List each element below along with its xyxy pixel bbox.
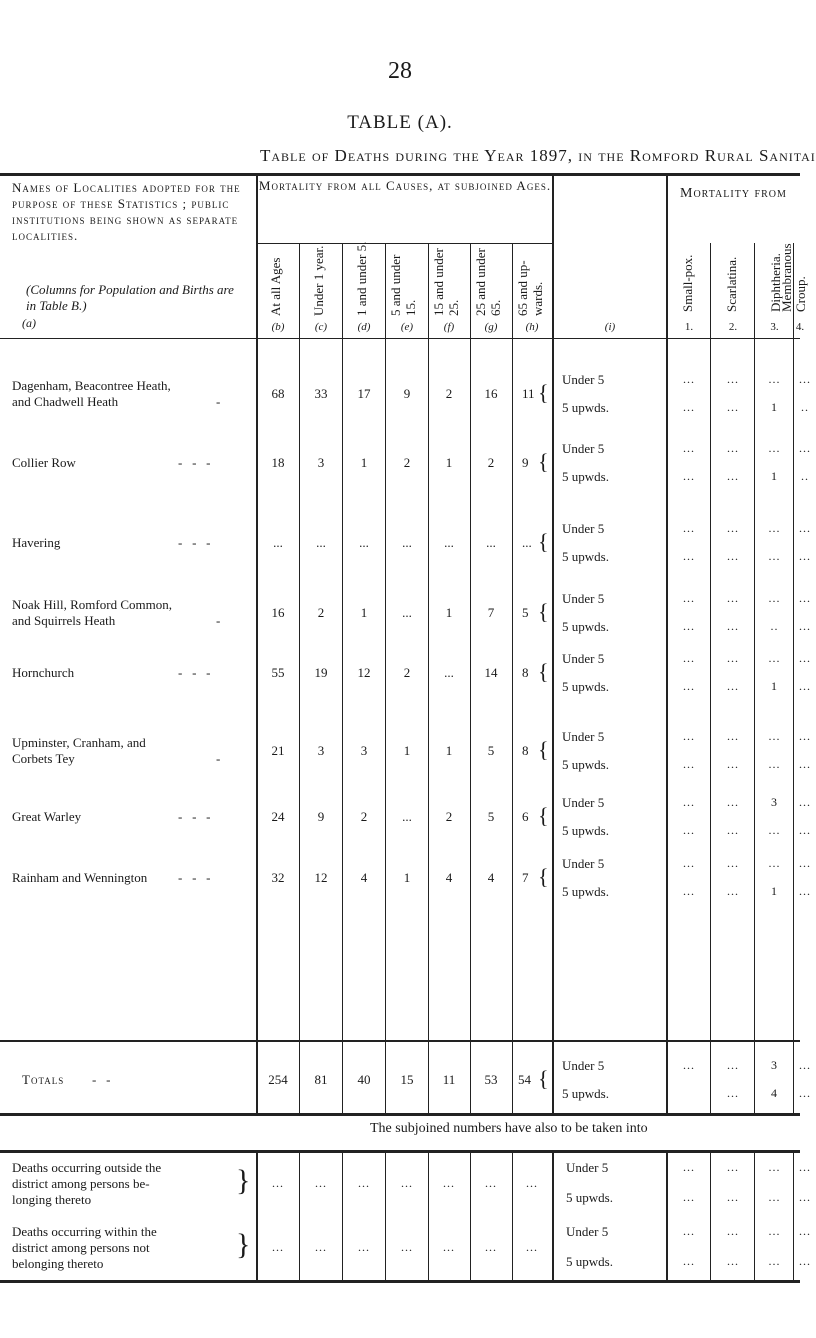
disease-cell-under5: ...: [727, 729, 739, 743]
disease-cell-under5: ...: [727, 856, 739, 870]
age-cell-65up: 8: [522, 743, 529, 758]
up5-label: 5 upwds.: [562, 549, 609, 564]
age-cell: 17: [357, 386, 371, 401]
extra-age-cell: ...: [358, 1176, 370, 1190]
age-cell: 2: [445, 386, 453, 401]
disease-col-header-3: Diphtheria.: [768, 253, 783, 312]
extra-row-name: Deaths occurring outside the: [12, 1160, 162, 1175]
extra-disease-cell: ...: [768, 1254, 781, 1268]
age-col-header-e: 5 and under 15.: [388, 254, 418, 316]
extra-age-cell: ...: [443, 1240, 455, 1254]
age-cell: 16: [271, 605, 285, 620]
age-cell: 1: [403, 870, 411, 885]
extra-row-name: Deaths occurring within the: [12, 1224, 157, 1239]
row-name-dashes: -: [216, 613, 221, 628]
table-bottom-rule: [0, 1280, 800, 1283]
subjoined-note: The subjoined numbers have also to be taken into: [370, 1121, 648, 1136]
up5-label: 5 upwds.: [562, 823, 609, 838]
disease-cell-up5: 1: [771, 884, 778, 898]
age-cell: 55: [271, 665, 285, 680]
under5-label: Under 5: [562, 729, 605, 744]
extra-row-name: district among persons be-: [12, 1176, 150, 1191]
age-col-letter-g: (g): [484, 321, 498, 333]
col-divider-b: [299, 243, 300, 1113]
age-cell: 2: [487, 455, 495, 470]
disease-cell-under5: ...: [683, 856, 695, 870]
extra-age-cell: ...: [272, 1240, 284, 1254]
extra-age-cell: ...: [401, 1176, 413, 1190]
totals-up5-label: 5 upwds.: [562, 1086, 609, 1101]
disease-cell-up5: ...: [799, 757, 811, 771]
row-brace: {: [538, 599, 549, 624]
extra-age-cell: ...: [315, 1240, 327, 1254]
totals-label: Totals: [22, 1072, 65, 1087]
age-cell: ...: [486, 535, 496, 550]
age-cell: ...: [444, 665, 454, 680]
up5-label: 5 upwds.: [562, 884, 609, 899]
extra-disease-cell: ...: [683, 1224, 695, 1238]
disease-cell-up5: ..: [801, 400, 809, 414]
age-cell: 1: [360, 455, 368, 470]
age-cell: 1: [360, 605, 368, 620]
row-name-dashes: -: [216, 394, 221, 409]
lower-divider-f: [470, 1150, 471, 1280]
row-name: Rainham and Wennington: [12, 870, 148, 885]
disease-cell-up5: ...: [768, 757, 781, 771]
age-cell: 1: [445, 605, 453, 620]
mortality-from-heading: Mortality from: [680, 186, 787, 201]
totals-up5-cell: ...: [799, 1086, 811, 1100]
row-brace: {: [538, 449, 549, 474]
disease-cell-under5: ...: [768, 651, 781, 665]
age-cell: 4: [487, 870, 495, 885]
row-name-dashes: - - -: [178, 665, 211, 680]
age-cell-65up: 7: [522, 870, 529, 885]
age-col-header-d: 1 and under 5.: [354, 241, 369, 316]
age-col-letter-h: (h): [525, 321, 539, 333]
extra-disease-cell: ...: [727, 1190, 739, 1204]
age-cell: 12: [357, 665, 371, 680]
age-col-letter-b: (b): [271, 321, 285, 333]
extra-age-cell-65up: ...: [526, 1240, 538, 1254]
disease-cell-under5: ...: [683, 521, 695, 535]
age-cell: 2: [360, 809, 368, 824]
age-header-rule: [256, 243, 552, 244]
row-name: Havering: [12, 535, 61, 550]
totals-cell: 11: [442, 1072, 456, 1087]
disease-cell-under5: ...: [799, 651, 811, 665]
age-cell: 9: [403, 386, 411, 401]
extra-up5-label: 5 upwds.: [566, 1190, 613, 1205]
extra-disease-cell: ...: [683, 1254, 695, 1268]
age-col-header-f: 15 and under 25.: [431, 248, 461, 316]
col-divider-a: [256, 175, 258, 1113]
col-letter-i: (i): [604, 321, 616, 333]
age-cell-65up: 6: [522, 809, 529, 824]
age-cell: ...: [273, 535, 283, 550]
disease-cell-up5: ..: [801, 469, 809, 483]
age-cell: 18: [271, 455, 285, 470]
age-cell: 12: [314, 870, 328, 885]
age-cell: 2: [403, 665, 411, 680]
age-col-letter-f: (f): [443, 321, 455, 333]
col-divider-h: [552, 175, 554, 1113]
disease-col-num-2: 2.: [728, 321, 738, 333]
disease-cell-up5: ...: [683, 400, 695, 414]
extra-age-cell: ...: [443, 1176, 455, 1190]
up5-label: 5 upwds.: [562, 757, 609, 772]
row-brace: {: [538, 737, 549, 762]
extra-row-brace: }: [236, 1164, 251, 1197]
row-name: Collier Row: [12, 455, 76, 470]
age-cell: 19: [314, 665, 328, 680]
disease-cell-under5: ...: [799, 729, 811, 743]
extra-age-cell: ...: [272, 1176, 284, 1190]
disease-cell-up5: ...: [727, 823, 739, 837]
disease-cell-under5: ...: [727, 795, 739, 809]
extra-age-cell: ...: [315, 1176, 327, 1190]
disease-cell-under5: ...: [799, 856, 811, 870]
extra-disease-cell: ...: [727, 1254, 739, 1268]
row-brace: {: [538, 803, 549, 828]
extra-age-cell-65up: ...: [526, 1176, 538, 1190]
disease-cell-under5: ...: [768, 856, 781, 870]
extra-disease-cell: ...: [727, 1224, 739, 1238]
under5-label: Under 5: [562, 521, 605, 536]
row-brace: {: [538, 380, 549, 405]
col-divider-1: [710, 243, 711, 1113]
disease-cell-up5: ...: [727, 619, 739, 633]
totals-cell: 53: [484, 1072, 498, 1087]
disease-cell-under5: ...: [683, 795, 695, 809]
disease-cell-up5: ...: [799, 679, 811, 693]
disease-cell-under5: ...: [727, 372, 739, 386]
age-cell: ...: [444, 535, 454, 550]
disease-cell-up5: ...: [727, 400, 739, 414]
totals-under5-label: Under 5: [562, 1058, 605, 1073]
page-number: 28: [388, 58, 412, 84]
disease-cell-up5: ...: [683, 469, 695, 483]
row-name-dashes: - - -: [178, 809, 211, 824]
totals-under5-cell: ...: [799, 1058, 811, 1072]
under5-label: Under 5: [562, 372, 605, 387]
extra-age-cell: ...: [358, 1240, 370, 1254]
row-name-dashes: - - -: [178, 870, 211, 885]
extra-row-brace: }: [236, 1228, 251, 1261]
up5-label: 5 upwds.: [562, 400, 609, 415]
age-cell: 4: [360, 870, 368, 885]
totals-brace: {: [538, 1066, 549, 1091]
age-col-letter-e: (e): [400, 321, 414, 333]
disease-cell-under5: ...: [727, 651, 739, 665]
lower-divider-h: [552, 1150, 554, 1280]
disease-cell-up5: 1: [771, 679, 778, 693]
age-cell: ...: [316, 535, 326, 550]
lower-divider-a: [256, 1150, 258, 1280]
age-cell: 5: [487, 743, 495, 758]
lower-divider-e: [428, 1150, 429, 1280]
extra-row-name: district among persons not: [12, 1240, 150, 1255]
lower-divider-c: [342, 1150, 343, 1280]
up5-label: 5 upwds.: [562, 619, 609, 634]
header-bottom-rule: [0, 338, 800, 339]
disease-col-num-1: 1.: [684, 321, 694, 333]
row-name-dashes: -: [216, 751, 221, 766]
totals-under5-cell: 3: [771, 1058, 778, 1072]
age-cell: ...: [402, 809, 412, 824]
disease-cell-up5: ...: [799, 549, 811, 563]
extra-row-name: longing thereto: [12, 1192, 92, 1207]
totals-cell: 40: [357, 1072, 371, 1087]
col-divider-d: [385, 243, 386, 1113]
extra-under5-label: Under 5: [566, 1224, 609, 1239]
age-cell: 24: [271, 809, 285, 824]
table-title: Table of Deaths during the Year 1897, in the Romford Rural Sanitai: [260, 146, 816, 165]
row-brace: {: [538, 659, 549, 684]
age-col-letter-c: (c): [314, 321, 328, 333]
disease-cell-up5: ...: [683, 884, 695, 898]
names-heading: [12, 180, 248, 244]
col-divider-g: [512, 243, 513, 1113]
age-cell: 3: [360, 743, 368, 758]
row-name-dashes: - - -: [178, 535, 211, 550]
table-label: TABLE (A).: [347, 112, 453, 133]
row-name: Upminster, Cranham, and: [12, 735, 146, 750]
under5-label: Under 5: [562, 651, 605, 666]
age-col-header-b: At all Ages: [268, 257, 283, 316]
disease-cell-up5: ...: [727, 469, 739, 483]
table-top-rule: [0, 173, 800, 176]
disease-cell-under5: ...: [683, 591, 695, 605]
age-cell: 3: [317, 455, 325, 470]
lower-divider-g: [512, 1150, 513, 1280]
age-col-header-c: Under 1 year.: [311, 245, 326, 316]
under5-label: Under 5: [562, 441, 605, 456]
disease-col-header-1: Small-pox.: [680, 254, 695, 312]
disease-cell-under5: ...: [727, 591, 739, 605]
lower-divider-2: [754, 1150, 755, 1280]
totals-cell: 254: [268, 1072, 288, 1087]
age-cell: 2: [317, 605, 325, 620]
lower-divider-1: [710, 1150, 711, 1280]
age-cell: 32: [271, 870, 285, 885]
col-divider-3: [793, 243, 794, 1113]
age-cell: 7: [487, 605, 495, 620]
age-col-letter-d: (d): [357, 321, 371, 333]
col-divider-2: [754, 243, 755, 1113]
row-name: Hornchurch: [12, 665, 75, 680]
age-cell: 5: [487, 809, 495, 824]
col-divider-c: [342, 243, 343, 1113]
totals-up5-cell: ...: [727, 1086, 739, 1100]
age-col-header-h: 65 and up-wards.: [515, 260, 545, 316]
disease-cell-under5: ...: [727, 521, 739, 535]
extra-age-cell: ...: [401, 1240, 413, 1254]
totals-cell-65up: 54: [518, 1072, 531, 1087]
col-divider-i: [666, 175, 668, 1113]
disease-cell-under5: ...: [799, 441, 811, 455]
age-cell: 21: [271, 743, 285, 758]
extra-under5-label: Under 5: [566, 1160, 609, 1175]
disease-cell-up5: ...: [683, 757, 695, 771]
disease-cell-up5: ...: [727, 679, 739, 693]
disease-cell-up5: ...: [799, 823, 811, 837]
age-cell: ...: [402, 605, 412, 620]
page: 28 TABLE (A). Table of Deaths during the Year 1897, in the Romford Rural Sanitai Names of Localities adopted for the purpose of these Statistics ; public institutions being shown as separate localities. (Columns for Population and Births are in Table B.) (a) Mortality from all Causes, at subjoined Ages. Mortality from At all Ages Under 1 year. 1 and under 5. 5 and under 15. 15 and under 25. 25 and under 65. 65 and up-wards. (b) (c) (d) (e) (f) (g) (h) (i) Small-pox. Scarlatina. Diphtheria. Membranous Croup. 1. 2. 3. 4. Dagenham, Beacontree Heath, and Chadwell Heath - 68 33 17 9 2 16 11 { Under 5 5 upwds. ... ... ... ... ... ... 1 .. Collier Row - - - 18 3 1 2 1 2 9 { Under 5 5 upwds. ... ... ... ... ... ... 1 .. Havering - - - ... ... ... ... ... ... ... { Under 5 5 upwds. ... ... ... ... ... ... ... ... Noak Hill, Romford Common, and Squirrels Heath - 16 2 1 ... 1 7 5 { Under 5 5 upwds. ... ... ... ... ... ... .. ... Hornchurch - - - 55 19 12 2 ... 14 8 { Under 5 5 upwds. ... ... ... ... ... ... 1 ... Upminster, Cranham, and Corbets Tey - 21 3 3 1 1 5 8 { Under 5 5 upwds. ... ... ... ... ... ... ... ... Great Warley - - - 24 9 2 ... 2 5 6 { Under 5 5 upwds. ... ... 3 ... ... ... ... ... Rainham and Wennington - - - 32 12 4 1 4 4 7 { Under 5 5 upwds. ... ... ... ... ... ... 1 ... Totals - - 254 81 40 15 11 53 54 { Under 5 5 upwds. ... ... 3 ... ... 4 ... The subjoined numbers have also to be taken into Deaths occurring outside the district among persons be- longing thereto } ... ... ... ... ... ... ... Under 5 5 upwds. ... ... ... ... ... ... ... ... Deaths occurring within the district among persons not belonging thereto } ... ... ... ... ... ... ... Under 5 5 upwds. ... ... ... ... ... ... ... ...: [0, 0, 800, 1338]
age-cell: ...: [359, 535, 369, 550]
lower-divider-b: [299, 1150, 300, 1280]
age-cell-65up: ...: [522, 535, 532, 550]
totals-bottom-rule: [0, 1113, 800, 1116]
disease-cell-under5: ...: [683, 729, 695, 743]
extra-disease-cell: ...: [799, 1160, 811, 1174]
age-cell: ...: [402, 535, 412, 550]
disease-cell-under5: ...: [683, 441, 695, 455]
age-cell: 33: [314, 386, 328, 401]
disease-cell-up5: ...: [799, 884, 811, 898]
totals-up5-cell: 4: [771, 1086, 778, 1100]
extra-age-cell: ...: [485, 1176, 497, 1190]
disease-cell-under5: ...: [799, 591, 811, 605]
age-cell-65up: 8: [522, 665, 529, 680]
disease-cell-up5: ...: [683, 619, 695, 633]
up5-label: 5 upwds.: [562, 469, 609, 484]
age-cell: 9: [317, 809, 325, 824]
lower-divider-3: [793, 1150, 794, 1280]
extra-disease-cell: ...: [683, 1160, 695, 1174]
extra-age-cell: ...: [485, 1240, 497, 1254]
row-name: Corbets Tey: [12, 751, 75, 766]
row-name: and Squirrels Heath: [12, 613, 116, 628]
disease-cell-up5: ...: [727, 757, 739, 771]
disease-cell-under5: ...: [727, 441, 739, 455]
lower-divider-d: [385, 1150, 386, 1280]
extra-row-name: belonging thereto: [12, 1256, 104, 1271]
under5-label: Under 5: [562, 795, 605, 810]
disease-cell-up5: ..: [770, 619, 779, 633]
row-name: Noak Hill, Romford Common,: [12, 597, 172, 612]
disease-cell-up5: ...: [727, 884, 739, 898]
disease-cell-up5: ...: [799, 619, 811, 633]
age-cell: 1: [403, 743, 411, 758]
disease-cell-up5: 1: [771, 400, 778, 414]
note-bottom-rule: [0, 1150, 800, 1153]
disease-cell-under5: ...: [768, 729, 781, 743]
extra-disease-cell: ...: [799, 1190, 811, 1204]
disease-col-num-3: 3.: [770, 321, 779, 333]
totals-under5-cell: ...: [727, 1058, 739, 1072]
age-cell-65up: 9: [522, 455, 529, 470]
under5-label: Under 5: [562, 591, 605, 606]
extra-disease-cell: ...: [683, 1190, 695, 1204]
extra-disease-cell: ...: [768, 1224, 781, 1238]
age-cell: 2: [403, 455, 411, 470]
totals-top-rule: [0, 1040, 800, 1042]
disease-col-header-2: Scarlatina.: [724, 256, 739, 312]
disease-cell-under5: ...: [799, 795, 811, 809]
row-brace: {: [538, 529, 549, 554]
age-cell-65up: 11: [522, 386, 535, 401]
disease-cell-up5: ...: [683, 823, 695, 837]
disease-cell-under5: ...: [683, 372, 695, 386]
disease-cell-under5: ...: [768, 372, 781, 386]
disease-cell-up5: 1: [771, 469, 778, 483]
totals-under5-cell: ...: [683, 1058, 695, 1072]
totals-cell: 15: [400, 1072, 414, 1087]
row-brace: {: [538, 864, 549, 889]
extra-disease-cell: ...: [768, 1160, 781, 1174]
age-cell: 4: [445, 870, 453, 885]
disease-cell-up5: ...: [683, 549, 695, 563]
names-heading-text: Names of Localities adopted for the purpose of these Statistics ; public institutions being shown as separate localities.: [12, 180, 241, 243]
disease-cell-up5: ...: [683, 679, 695, 693]
totals-cell: 81: [314, 1072, 328, 1087]
disease-cell-under5: ...: [768, 521, 781, 535]
disease-cell-under5: ...: [799, 372, 811, 386]
disease-cell-under5: ...: [683, 651, 695, 665]
row-name: Great Warley: [12, 809, 82, 824]
extra-disease-cell: ...: [799, 1254, 811, 1268]
age-cell: 1: [445, 743, 453, 758]
disease-cell-up5: ...: [727, 549, 739, 563]
disease-col-header-4: Membranous Croup.: [779, 243, 808, 312]
disease-cell-under5: ...: [799, 521, 811, 535]
disease-cell-up5: ...: [768, 823, 781, 837]
row-name-dashes: - - -: [178, 455, 211, 470]
mortality-all-causes-heading: Mortality from all Causes, at subjoined Ages.: [258, 178, 552, 193]
extra-disease-cell: ...: [727, 1160, 739, 1174]
extra-up5-label: 5 upwds.: [566, 1254, 613, 1269]
extra-disease-cell: ...: [799, 1224, 811, 1238]
disease-col-num-4: 4.: [795, 321, 805, 333]
extra-disease-cell: ...: [768, 1190, 781, 1204]
age-cell: 14: [484, 665, 498, 680]
row-name: Dagenham, Beacontree Heath,: [12, 378, 171, 393]
disease-cell-under5: ...: [768, 591, 781, 605]
age-cell: 2: [445, 809, 453, 824]
names-note: (Columns for Population and Births are in Table B.): [26, 282, 234, 313]
disease-cell-up5: ...: [768, 549, 781, 563]
age-col-header-g: 25 and under 65.: [473, 248, 503, 316]
up5-label: 5 upwds.: [562, 679, 609, 694]
row-name: and Chadwell Heath: [12, 394, 119, 409]
age-cell: 3: [317, 743, 325, 758]
under5-label: Under 5: [562, 856, 605, 871]
age-cell: 16: [484, 386, 498, 401]
age-cell-65up: 5: [522, 605, 529, 620]
age-cell: 68: [271, 386, 285, 401]
disease-cell-under5: ...: [768, 441, 781, 455]
disease-cell-under5: 3: [771, 795, 778, 809]
names-letter: (a): [22, 316, 36, 330]
age-cell: 1: [445, 455, 453, 470]
